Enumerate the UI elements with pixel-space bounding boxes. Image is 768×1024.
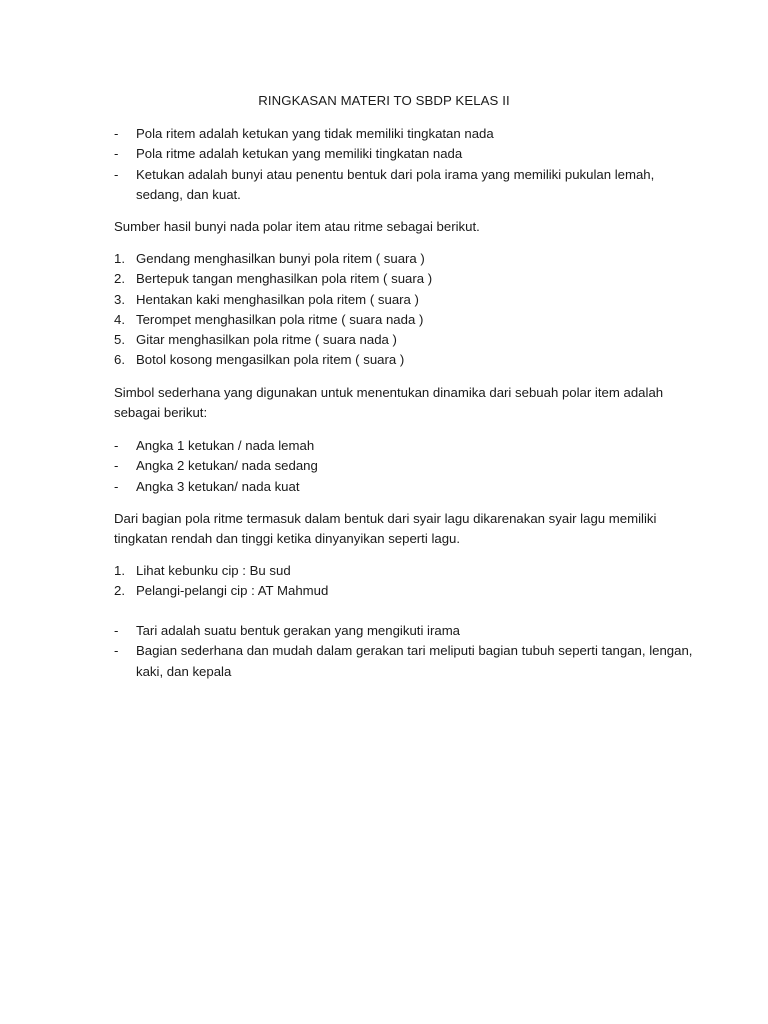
song-list: [114, 561, 674, 602]
list-marker: -: [114, 438, 119, 453]
list-item-text: Lihat kebunku cip : Bu sud: [136, 563, 291, 578]
list-item-text: Pola ritme adalah ketukan yang memiliki tingkatan nada: [136, 146, 463, 162]
list-item: [114, 350, 674, 370]
list-number: 4.: [114, 311, 125, 327]
list-item-text: Bertepuk tangan menghasilkan pola ritem ( suara ): [136, 271, 433, 287]
sound-source-list: [114, 249, 674, 371]
list-item: [114, 249, 674, 269]
list-item-text: Hentakan kaki menghasilkan pola ritem ( suara ): [136, 291, 419, 307]
paragraph: [114, 509, 674, 550]
paragraph-line: Dari bagian pola ritme termasuk dalam bentuk dari syair lagu dikarenakan syair lagu memiliki: [114, 511, 657, 526]
list-item: [114, 477, 674, 497]
dance-list: [114, 621, 693, 682]
list-item-text: Angka 3 ketukan/ nada kuat: [136, 478, 300, 494]
paragraph-line: tingkatan rendah dan tinggi ketika dinyanyikan seperti lagu.: [114, 531, 461, 547]
list-item-text: Gendang menghasilkan bunyi pola ritem ( suara ): [136, 251, 425, 266]
list-item: [114, 310, 674, 330]
list-item-text: Pola ritem adalah ketukan yang tidak memiliki tingkatan nada: [136, 126, 494, 141]
list-item: [114, 124, 674, 144]
dynamics-list: [114, 436, 674, 497]
paragraph: [114, 383, 674, 424]
list-item: [114, 165, 674, 185]
list-item-continuation: [114, 185, 674, 205]
list-item: [114, 330, 674, 350]
list-marker: -: [114, 146, 119, 162]
paragraph-line: Simbol sederhana yang digunakan untuk menentukan dinamika dari sebuah polar item adalah: [114, 385, 664, 400]
list-number: 1.: [114, 563, 125, 578]
list-item: [114, 290, 674, 310]
list-marker: -: [114, 643, 119, 659]
list-number: 1.: [114, 251, 125, 266]
list-item-text: Botol kosong mengasilkan pola ritem ( suara ): [136, 352, 405, 368]
list-item: [114, 621, 674, 641]
list-item-text: kaki, dan kepala: [136, 663, 232, 679]
list-marker: -: [114, 166, 119, 182]
definition-list: [114, 124, 674, 205]
list-marker: -: [114, 478, 119, 494]
document-title: RINGKASAN MATERI TO SBDP KELAS II: [258, 93, 510, 108]
list-item: [114, 144, 674, 164]
list-item-text: Angka 2 ketukan/ nada sedang: [136, 458, 318, 474]
list-marker: -: [114, 623, 119, 638]
list-item-text: Tari adalah suatu bentuk gerakan yang mengikuti irama: [136, 623, 461, 638]
list-item: [114, 581, 674, 601]
list-item: [114, 436, 674, 456]
list-marker: -: [114, 458, 119, 474]
list-number: 5.: [114, 332, 125, 348]
list-item-continuation: [114, 662, 674, 682]
list-marker: -: [114, 126, 119, 141]
paragraph-line: sebagai berikut:: [114, 405, 208, 421]
list-item-text: Terompet menghasilkan pola ritme ( suara nada ): [136, 311, 424, 327]
list-item-text: Pelangi-pelangi cip : AT Mahmud: [136, 583, 329, 599]
list-item: [114, 561, 674, 581]
list-item-text: Gitar menghasilkan pola ritme ( suara nada ): [136, 332, 397, 348]
list-number: 2.: [114, 271, 125, 287]
list-item: [114, 641, 693, 661]
list-item-text: sedang, dan kuat.: [136, 186, 241, 202]
list-item-text: Angka 1 ketukan / nada lemah: [136, 438, 315, 453]
list-item-text: Bagian sederhana dan mudah dalam gerakan tari meliputi bagian tubuh seperti tangan, lengan,: [136, 643, 693, 659]
paragraph: Sumber hasil bunyi nada polar item atau ritme sebagai berikut.: [114, 219, 480, 234]
list-number: 6.: [114, 352, 125, 368]
list-item: [114, 456, 674, 476]
list-number: 3.: [114, 291, 125, 307]
list-item: [114, 269, 674, 289]
list-number: 2.: [114, 583, 125, 599]
list-item-text: Ketukan adalah bunyi atau penentu bentuk dari pola irama yang memiliki pukulan lemah,: [136, 166, 655, 182]
